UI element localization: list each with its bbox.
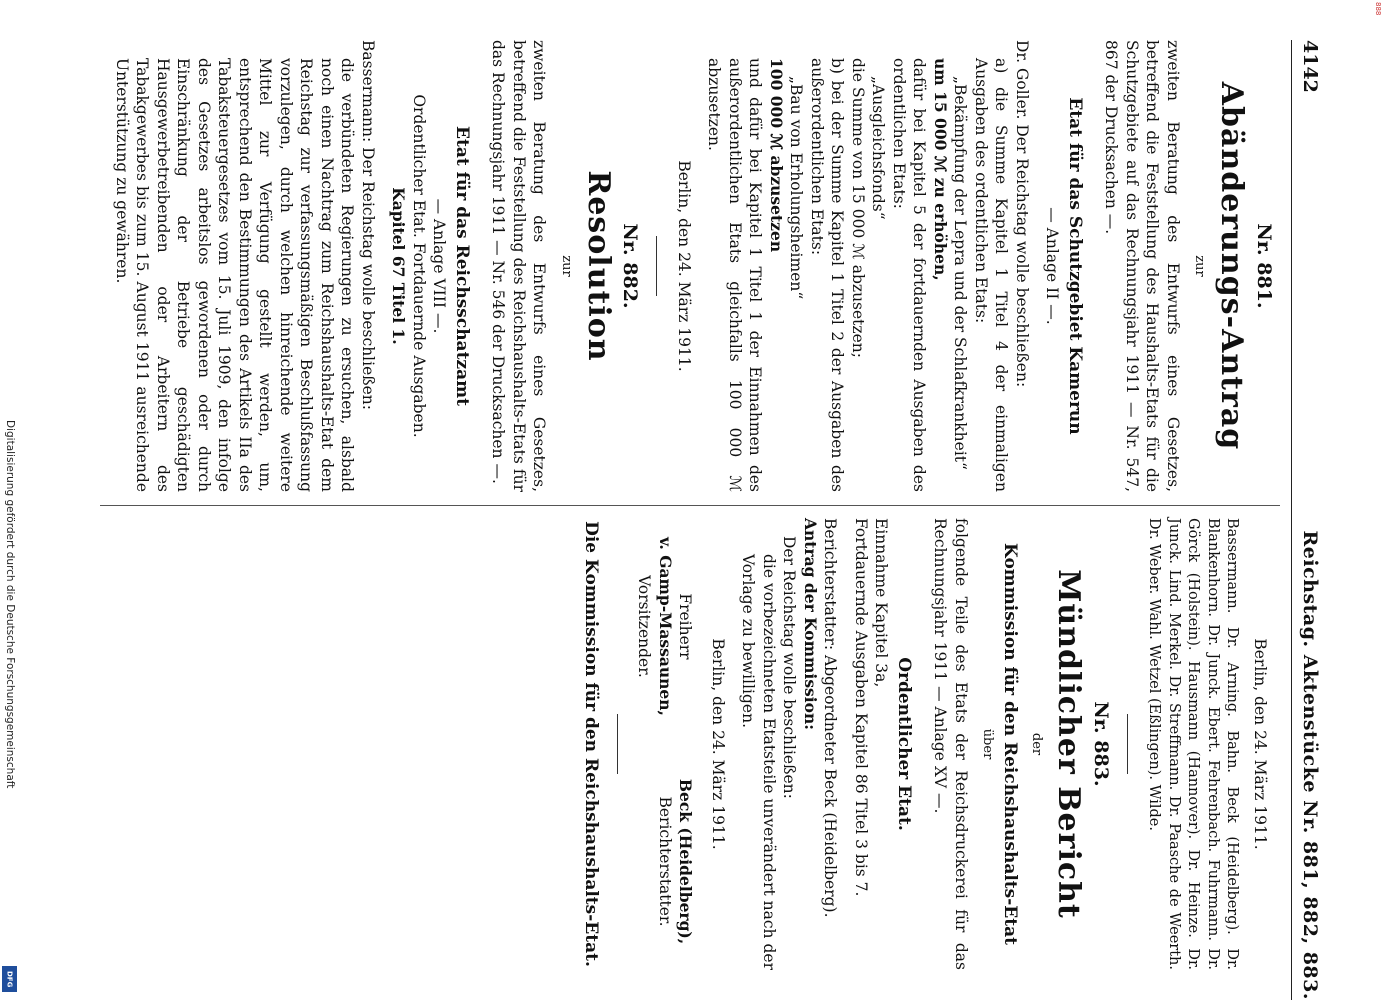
- doc883-signatures: [634, 518, 696, 970]
- doc883-heading: Mündlicher Bericht: [1051, 569, 1087, 919]
- header-rule: [1291, 40, 1292, 1000]
- separator-rule: [657, 236, 658, 296]
- doc881-b-amount: 100 000 ℳ abzusetzen: [767, 58, 786, 253]
- doc882-intro: zweiten Beratung des Entwurfs eines Gesetzes, betreffend die Feststellung des Reichshaushalts-Etats für das Rechnungsjahr 1911 — Nr. 546 der Drucksachen —.: [489, 40, 549, 492]
- left-column: [112, 40, 1281, 492]
- doc883-number: Nr. 883.: [1090, 701, 1112, 787]
- chair-role: Vorsitzender.: [635, 575, 654, 678]
- doc883-section: Ordentlicher Etat.: [894, 657, 914, 831]
- doc883-date: Berlin, den 24. März 1911.: [709, 638, 727, 850]
- doc881-a-text: a) die Summe Kapitel 1 Titel 4 der einmaligen Ausgaben des ordentlichen Etats:: [972, 58, 1011, 492]
- doc883-intro: folgende Teile des Etats der Reichsdruckerei für das Rechnungsjahr 1911 — Anlage XV —.: [931, 518, 970, 970]
- rapporteur-name: Beck (Heidelberg),: [676, 778, 696, 945]
- doc882-text-start: die verbündeten Regierungen zu ersuchen, alsbald noch einen Nachtrag zum Reichshaushalts-Etat dem Reichstag zur verfassungsmäßigen Beschlußfassung vorzulegen, durch welchen hinreichende weitere Mittel zur Verfügung gestellt werden, um, entsprechend den Bestimmungen des Artikels IIa des Tabaksteuergesetzes vom 15. Juli 1909, den infolge des Gesetzes arbeitslos gewordenen oder durch Einschränkung der Betriebe geschädigten Hausgewerbetreibenden oder Arbeitern des Tabakgewerbes bis zum 15. August 1911 ausreichende Unterstützung zu gewähren.: [113, 58, 357, 492]
- corner-mark: 888: [1374, 2, 1382, 16]
- doc881-zur: zur: [1192, 255, 1208, 277]
- doc883-kommission: Kommission für den Reichshaushalts-Etat: [1000, 543, 1020, 945]
- doc882-section: Ordentlicher Etat. Fortdauernde Ausgaben.: [410, 94, 428, 438]
- doc883-der: der: [1029, 732, 1045, 756]
- doc881-a-quote: „Bekämpfung der Lepra und der Schlafkrankheit“: [951, 76, 970, 470]
- doc882-anlage: — Anlage VIII —.: [430, 198, 449, 334]
- running-head: [1294, 40, 1320, 1000]
- doc882-mover: Bassermann: Der Reichstag wolle beschließen:: [359, 40, 377, 410]
- doc881-mover: Dr. Goller. Der Reichstag wolle beschließen:: [1013, 40, 1031, 388]
- doc881-heading: Abänderungs-Antrag: [1214, 81, 1250, 451]
- doc881-a-fund: „Ausgleichsfonds“: [869, 76, 888, 220]
- doc883-ausgaben: Fortdauernde Ausgaben Kapitel 86 Titel 3 bis 7.: [852, 518, 870, 897]
- right-column: [579, 518, 1281, 970]
- doc883-ueber: über: [980, 728, 996, 760]
- chair-title: Freiherr: [676, 593, 695, 660]
- column-divider: [100, 505, 1280, 506]
- page-number: 4142: [1299, 40, 1321, 93]
- doc882-etat-title: Etat für das Reichsschatzamt: [452, 126, 472, 406]
- doc881-a-dafuer: dafür bei Kapitel 5 der fortdauernden Ausgaben des ordentlichen Etats:: [890, 58, 929, 492]
- doc883-beschliessen: Der Reichstag wolle beschließen:: [780, 536, 799, 799]
- doc882-date: Berlin, den 24. März 1911.: [1251, 638, 1269, 850]
- dfg-logo: DFG: [2, 966, 17, 992]
- digitization-note-text: Digitalisierung gefördert durch die Deutsche Forschungsgemeinschaft: [4, 420, 16, 789]
- doc881-number: Nr. 881.: [1253, 223, 1275, 309]
- doc881-b-rest: und dafür bei Kapitel 1 Titel 1 der Einnahmen des außerordentlichen Etats gleichfalls 100 000 ℳ abzusetzen.: [705, 58, 765, 492]
- doc882-kapitel: Kapitel 67 Titel 1.: [389, 187, 409, 345]
- doc882-signatories: Bassermann. Dr. Arning. Bahn. Beck (Heidelberg). Dr. Blankenhorn. Dr. Junck. Ebert. Fehrenbach. Fuhrmann. Dr. Görck (Holstein). Hausmann (Hannover). Dr. Heinze. Dr. Junck. Lind. Merkel. Dr. Streffmann. Dr. Paasche de Weerth. Dr. Weber. Wahl. Wetzel (Eßlingen). Wilde.: [1146, 518, 1241, 970]
- separator-rule: [1127, 714, 1128, 774]
- chair-name: v. Gamp-Massaunen,: [656, 536, 675, 716]
- doc882-heading: Resolution: [581, 170, 616, 362]
- doc881-intro: zweiten Beratung des Entwurfs eines Gesetzes, betreffend die Feststellung des Haushalts-Etats für die Schutzgebiete auf das Rechnungsjahr 1911 — Nr. 547, 867 der Drucksachen —.: [1102, 40, 1182, 492]
- signature-chair: [634, 518, 696, 735]
- doc881-a-end: die Summe von 15 000 ℳ abzusetzen;: [849, 58, 867, 358]
- rapporteur-role: Berichterstatter.: [656, 796, 674, 927]
- digitization-note: [2, 420, 18, 940]
- doc881-date: Berlin, den 24. März 1911.: [675, 160, 693, 372]
- doc881-a-amount: um 15 000 ℳ zu erhöhen,: [931, 58, 950, 281]
- doc883-komm-footer: Die Kommission für den Reichshaushalts-Etat.: [581, 521, 601, 967]
- signature-rapporteur: [634, 753, 696, 970]
- doc883-text: die vorbezeichneten Etatsteile unverändert nach der Vorlage zu bewilligen.: [739, 554, 778, 970]
- doc881-anlage: — Anlage II —.: [1043, 207, 1062, 325]
- doc883-einnahme: Einnahme Kapitel 3a,: [872, 518, 891, 688]
- doc881-b-text: b) bei der Summe Kapitel 1 Titel 2 der Ausgaben des außerordentlichen Etats:: [808, 58, 847, 492]
- doc883-antrag: Antrag der Kommission:: [801, 518, 820, 730]
- running-title: Reichstag. Aktenstücke Nr. 881, 882, 883.: [1299, 530, 1321, 1000]
- separator-rule: [617, 714, 618, 774]
- doc882-number: Nr. 882.: [619, 223, 642, 309]
- doc881-b-quote: „Bau von Erholungsheimen“: [787, 76, 806, 300]
- doc881-etat-title: Etat für das Schutzgebiet Kamerun: [1065, 97, 1085, 435]
- doc882-zur: zur: [559, 255, 574, 277]
- scanned-page: [96, 40, 1320, 1000]
- doc883-berichterstatter: Berichterstatter: Abgeordneter Beck (Heidelberg).: [821, 518, 840, 918]
